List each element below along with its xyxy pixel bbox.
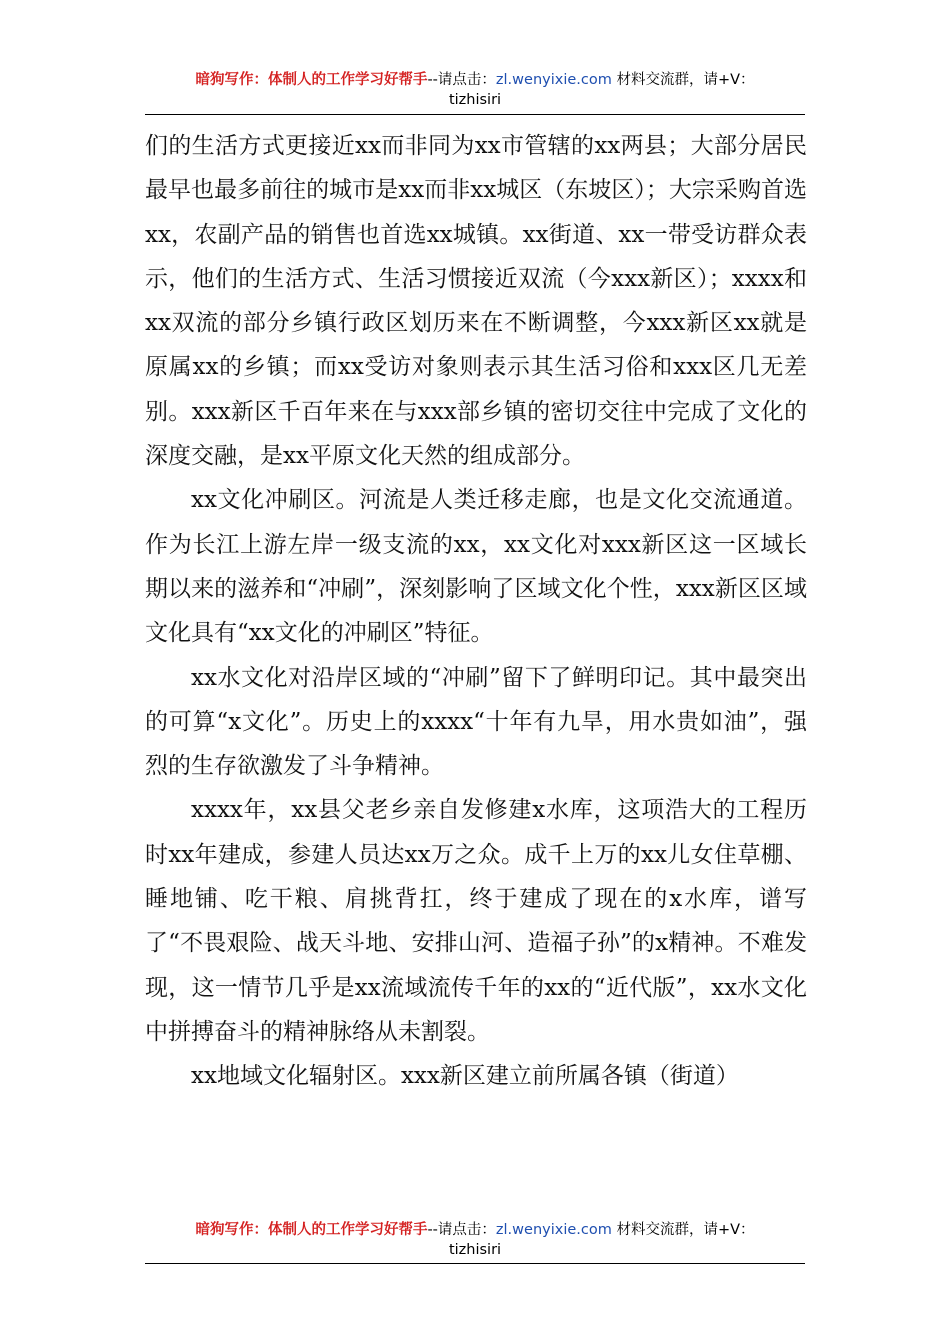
header-click-label: --请点击： <box>427 72 496 88</box>
footer-link[interactable]: zl.wenyixie.com <box>495 1222 612 1238</box>
paragraph-3: xx水文化对沿岸区域的“冲刷”留下了鲜明印记。其中最突出的可算“x文化”。历史上的xxxx“十年有九旱，用水贵如油”，强烈的生存欲激发了斗争精神。 <box>145 664 807 780</box>
document-body <box>145 124 807 1099</box>
header-link[interactable]: zl.wenyixie.com <box>495 72 612 88</box>
paragraph-1: 们的生活方式更接近xx而非同为xx市管辖的xx两县；大部分居民最早也最多前往的城市是xx而非xx城区（东坡区）；大宗采购首选xx，农副产品的销售也首选xx城镇。xx街道、xx一带受访群众表示，他们的生活方式、生活习惯接近双流（今xxx新区）；xxxx和xx双流的部分乡镇行政区划历来在不断调整，今xxx新区xx就是原属xx的乡镇；而xx受访对象则表示其生活习俗和xxx区几无差别。xxx新区千百年来在与xxx部乡镇的密切交往中完成了文化的深度交融，是xx平原文化天然的组成部分。 <box>145 133 807 470</box>
footer-brand: 暗狗写作：体制人的工作学习好帮手 <box>195 1222 428 1238</box>
header-tail: 材料交流群，请+V： <box>611 72 755 88</box>
page-header <box>145 70 805 110</box>
paragraph-4: xxxx年，xx县父老乡亲自发修建x水库，这项浩大的工程历时xx年建成，参建人员达xx万之众。成千上万的xx儿女住草棚、睡地铺、吃干粮、肩挑背扛，终于建成了现在的x水库，谱写了“不畏艰险、战天斗地、安排山河、造福子孙”的x精神。不难发现，这一情节几乎是xx流域流传千年的xx的“近代版”，xx水文化中拼搏奋斗的精神脉络从未割裂。 <box>145 797 807 1045</box>
header-brand: 暗狗写作：体制人的工作学习好帮手 <box>195 72 428 88</box>
footer-line <box>145 1220 805 1240</box>
paragraph-5: xx地域文化辐射区。xxx新区建立前所属各镇（街道） <box>191 1063 739 1090</box>
header-divider <box>145 114 805 115</box>
header-line <box>145 70 805 90</box>
header-wechat: tizhisiri <box>448 92 502 108</box>
footer-divider <box>145 1263 805 1264</box>
footer-tail: 材料交流群，请+V： <box>611 1222 755 1238</box>
page-footer <box>145 1220 805 1260</box>
footer-wechat: tizhisiri <box>448 1242 502 1258</box>
footer-click-label: --请点击： <box>427 1222 496 1238</box>
paragraph-2: xx文化冲刷区。河流是人类迁移走廊，也是文化交流通道。作为长江上游左岸一级支流的xx，xx文化对xxx新区这一区域长期以来的滋养和“冲刷”，深刻影响了区域文化个性，xxx新区区域文化具有“xx文化的冲刷区”特征。 <box>145 487 807 647</box>
